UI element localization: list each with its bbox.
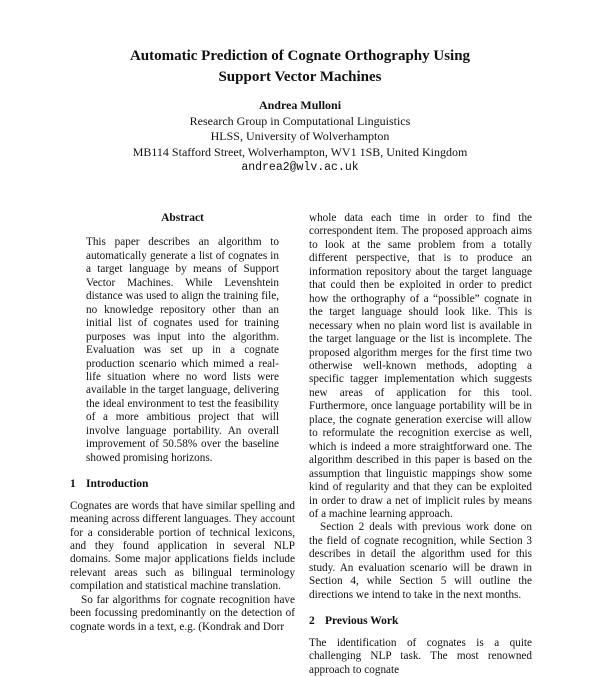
right-paragraph-1: whole data each time in order to find the correspondent item. The proposed approach aims to look at the same problem from a totally different perspective, that is to produce an information repository about the target language that could then be exploited in order to predict how the orthography of a “possible” cognate in the target language should look like. This is necessary when no plain word list is available in the target language or the list is incomplete. The proposed algorithm merges for the first time two otherwise well-known methods, adopting a specific tagger implementation which suggests new areas of application for this tool. Furthermore, once language portability will be in place, the cognate generation exercise will allow to reformulate the recognition exercise as well, which is indeed a more straightforward one. The algorithm described in this paper is based on the assumption that linguistic mappings show some kind of regularity and that they can be exploited in order to draw a net of implicit rules by means of a machine learning approach.: [309, 212, 532, 520]
section-heading-introduction: [70, 478, 295, 491]
section-heading-previous-work: [309, 615, 532, 628]
intro-paragraph-1: Cognates are words that have similar spelling and meaning across different languages. They account for a considerable portion of technical lexicons, and they found application in several NLP domains. Some major applications fields include relevant areas such as bilingual terminology compilation and statistical machine translation.: [70, 499, 295, 593]
section-number: 1: [70, 478, 76, 491]
affiliation-line-2: HLSS, University of Wolverhampton: [210, 129, 390, 143]
section-number: 2: [309, 615, 315, 628]
author-name: Andrea Mulloni: [258, 98, 342, 112]
section-title: Introduction: [86, 478, 149, 491]
author-email: andrea2@wlv.ac.uk: [241, 161, 359, 174]
title-line-1: Automatic Prediction of Cognate Orthography Using: [129, 48, 471, 64]
right-paragraph-2: Section 2 deals with previous work done on the field of cognate recognition, while Section 3 describes in detail the algorithm used for this study. An evaluation scenario will be drawn in Section 4, while Section 5 will outline the directions we intend to take in the next months.: [309, 521, 532, 601]
author-block: [0, 98, 600, 176]
affiliation-line-1: Research Group in Computational Linguistics: [189, 113, 411, 128]
affiliation-line-3: MB114 Stafford Street, Wolverhampton, WV1 1SB, United Kingdom: [132, 144, 468, 159]
previous-work-paragraph-1: The identification of cognates is a quite challenging NLP task. The most renowned approach to cognate: [309, 636, 532, 676]
paper-title: [0, 46, 600, 88]
section-title: Previous Work: [325, 615, 399, 628]
intro-paragraph-2: So far algorithms for cognate recognition have been focussing predominantly on the detection of cognate words in a text, e.g. (Kondrak and Dorr: [70, 593, 295, 633]
left-column: [70, 212, 295, 634]
abstract-text: This paper describes an algorithm to automatically generate a list of cognates in a target language by means of Support Vector Machines. While Levenshtein distance was used to align the training file, no knowledge repository other than an initial list of cognates used for training purposes was input into the algorithm. Evaluation was set up in a cognate production scenario which mimed a real-life situation where no word lists were available in the target language, delivering the ideal environment to test the feasibility of a more ambitious project that will involve language portability. An overall improvement of 50.58% over the baseline showed promising horizons.: [86, 236, 279, 464]
abstract-heading: Abstract: [161, 212, 204, 224]
right-column: [309, 212, 532, 677]
title-line-2: Support Vector Machines: [218, 69, 382, 85]
